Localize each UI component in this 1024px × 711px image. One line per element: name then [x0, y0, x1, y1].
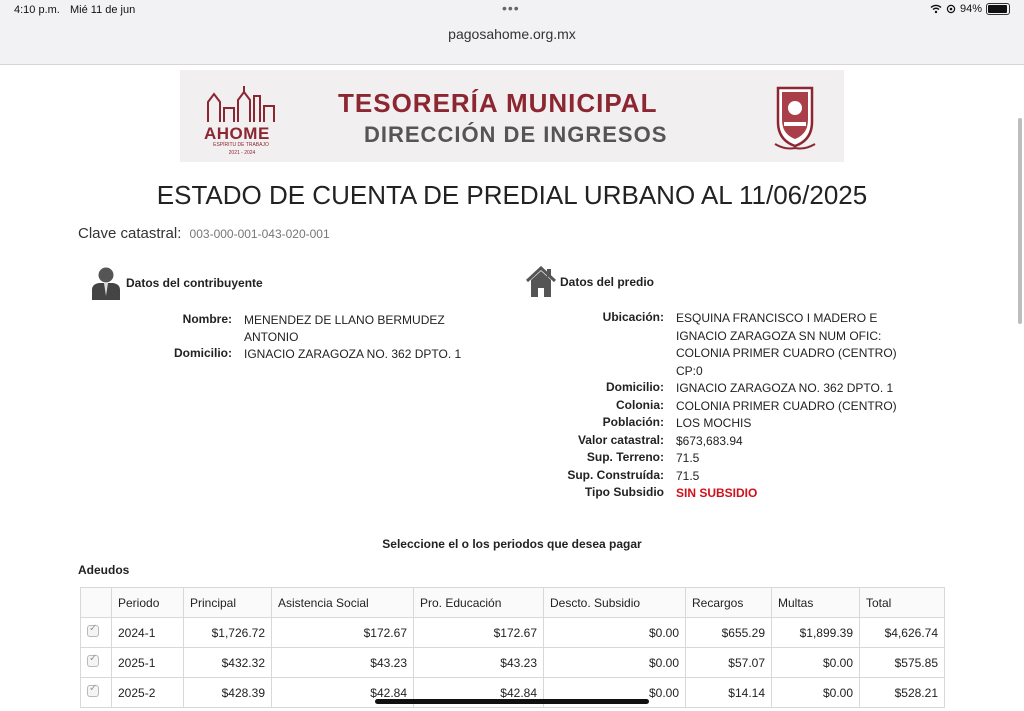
sup-construida-label: Sup. Construída:	[567, 467, 664, 482]
logo-slogan: ESPÍRITU DE TRABAJO	[213, 142, 269, 148]
domicilio-label: Domicilio:	[173, 346, 232, 360]
banner-title: TESORERÍA MUNICIPAL	[338, 88, 658, 118]
logo-years: 2021 - 2024	[228, 150, 256, 156]
sup-construida-value: 71.5	[676, 468, 700, 483]
cell-educacion: $43.23	[414, 648, 544, 678]
municipal-crest-icon	[770, 82, 820, 152]
valor-catastral-value: $673,683.94	[676, 433, 743, 448]
table-header-row	[81, 588, 945, 618]
clave-value: 003-000-001-043-020-001	[189, 227, 330, 241]
clave-label: Clave catastral:	[78, 225, 182, 242]
cell-periodo: 2025-1	[112, 648, 184, 678]
checkbox-icon[interactable]	[87, 655, 99, 667]
cell-principal: $432.32	[184, 648, 272, 678]
cell-educacion: $42.84	[414, 678, 544, 708]
url-text[interactable]: pagosahome.org.mx	[448, 26, 576, 42]
adeudos-heading: Adeudos	[78, 563, 130, 577]
cell-principal: $428.39	[184, 678, 272, 708]
checkbox-icon[interactable]	[87, 685, 99, 697]
contribuyente-details	[76, 312, 474, 363]
logo-name: AHOME	[204, 124, 270, 143]
tipo-subsidio-label: Tipo Subsidio	[584, 485, 664, 499]
nombre-line-1: MENENDEZ DE LLANO BERMUDEZ	[244, 313, 445, 327]
col-select	[81, 588, 112, 618]
predio-details	[556, 310, 916, 503]
browser-address-bar[interactable]	[0, 22, 1024, 65]
cell-total: $575.85	[860, 648, 945, 678]
select-periods-message: Seleccione el o los periodos que desea pagar	[382, 537, 642, 551]
predio-domicilio-label: Domicilio:	[605, 380, 664, 394]
contribuyente-title: Datos del contribuyente	[126, 276, 263, 290]
ubicacion-label: Ubicación:	[602, 310, 664, 324]
ubicacion-line-3: COLONIA PRIMER CUADRO (CENTRO) CP:0	[676, 346, 897, 378]
table-row[interactable]	[81, 648, 945, 678]
cell-descto: $0.00	[544, 618, 686, 648]
status-time: 4:10 p.m.	[14, 4, 60, 16]
house-icon	[526, 266, 556, 298]
nombre-line-2: ANTONIO	[244, 330, 299, 344]
ubicacion-line-1: ESQUINA FRANCISCO I MADERO E	[676, 311, 878, 325]
cell-asistencia: $43.23	[272, 648, 414, 678]
cell-total: $4,626.74	[860, 618, 945, 648]
col-descto: Descto. Subsidio	[544, 588, 686, 618]
person-icon	[90, 266, 122, 300]
colonia-value: COLONIA PRIMER CUADRO (CENTRO)	[676, 398, 897, 413]
ahome-skyline-icon	[204, 82, 278, 124]
battery-icon	[986, 3, 1010, 15]
poblacion-label: Población:	[602, 415, 664, 429]
cell-multas: $0.00	[772, 648, 860, 678]
ubicacion-value	[664, 310, 916, 380]
nombre-value	[232, 312, 474, 346]
scrollbar-thumb[interactable]	[1018, 118, 1022, 324]
ahome-logo	[204, 80, 284, 154]
row-checkbox[interactable]	[81, 648, 112, 678]
cell-descto: $0.00	[544, 648, 686, 678]
col-asistencia: Asistencia Social	[272, 588, 414, 618]
contribuyente-heading	[90, 266, 263, 300]
poblacion-value: LOS MOCHIS	[676, 416, 752, 430]
location-icon	[946, 4, 956, 14]
banner-subtitle: DIRECCIÓN DE INGRESOS	[364, 122, 668, 147]
valor-catastral-label: Valor catastral:	[577, 432, 664, 447]
cell-principal: $1,726.72	[184, 618, 272, 648]
cell-periodo: 2025-2	[112, 678, 184, 708]
cell-descto: $0.00	[544, 678, 686, 708]
battery-percentage: 94%	[959, 3, 982, 15]
adeudos-table	[80, 587, 945, 708]
cell-educacion: $172.67	[414, 618, 544, 648]
predio-title: Datos del predio	[560, 275, 655, 289]
cell-periodo: 2024-1	[112, 618, 184, 648]
sup-terreno-value: 71.5	[676, 451, 700, 465]
status-bar	[0, 0, 1024, 22]
status-date: Mié 11 de jun	[70, 4, 136, 16]
colonia-label: Colonia:	[616, 397, 664, 412]
clave-catastral	[78, 225, 330, 242]
col-total: Total	[860, 588, 945, 618]
col-multas: Multas	[772, 588, 860, 618]
tipo-subsidio-value: SIN SUBSIDIO	[676, 486, 758, 500]
cell-asistencia: $42.84	[272, 678, 414, 708]
col-recargos: Recargos	[686, 588, 772, 618]
cell-multas: $1,899.39	[772, 618, 860, 648]
cell-total: $528.21	[860, 678, 945, 708]
page-title: ESTADO DE CUENTA DE PREDIAL URBANO AL 11/06/2025	[156, 180, 868, 210]
cell-asistencia: $172.67	[272, 618, 414, 648]
wifi-icon	[930, 4, 942, 14]
row-checkbox[interactable]	[81, 678, 112, 708]
cell-multas: $0.00	[772, 678, 860, 708]
cell-recargos: $57.07	[686, 648, 772, 678]
row-checkbox[interactable]	[81, 618, 112, 648]
header-banner	[180, 70, 844, 162]
col-educacion: Pro. Educación	[414, 588, 544, 618]
col-periodo: Periodo	[112, 588, 184, 618]
table-row[interactable]	[81, 618, 945, 648]
nombre-label: Nombre:	[182, 312, 232, 326]
predio-heading	[526, 266, 654, 298]
home-indicator[interactable]	[375, 699, 649, 704]
predio-domicilio-value: IGNACIO ZARAGOZA NO. 362 DPTO. 1	[676, 381, 894, 395]
cell-recargos: $14.14	[686, 678, 772, 708]
cell-recargos: $655.29	[686, 618, 772, 648]
ubicacion-line-2: IGNACIO ZARAGOZA SN NUM OFIC:	[676, 328, 882, 343]
multitasking-dots-icon[interactable]: •••	[502, 0, 520, 16]
sup-terreno-label: Sup. Terreno:	[586, 450, 664, 464]
domicilio-value: IGNACIO ZARAGOZA NO. 362 DPTO. 1	[244, 347, 462, 361]
col-principal: Principal	[184, 588, 272, 618]
status-indicators	[930, 3, 1010, 15]
checkbox-icon[interactable]	[87, 625, 99, 637]
